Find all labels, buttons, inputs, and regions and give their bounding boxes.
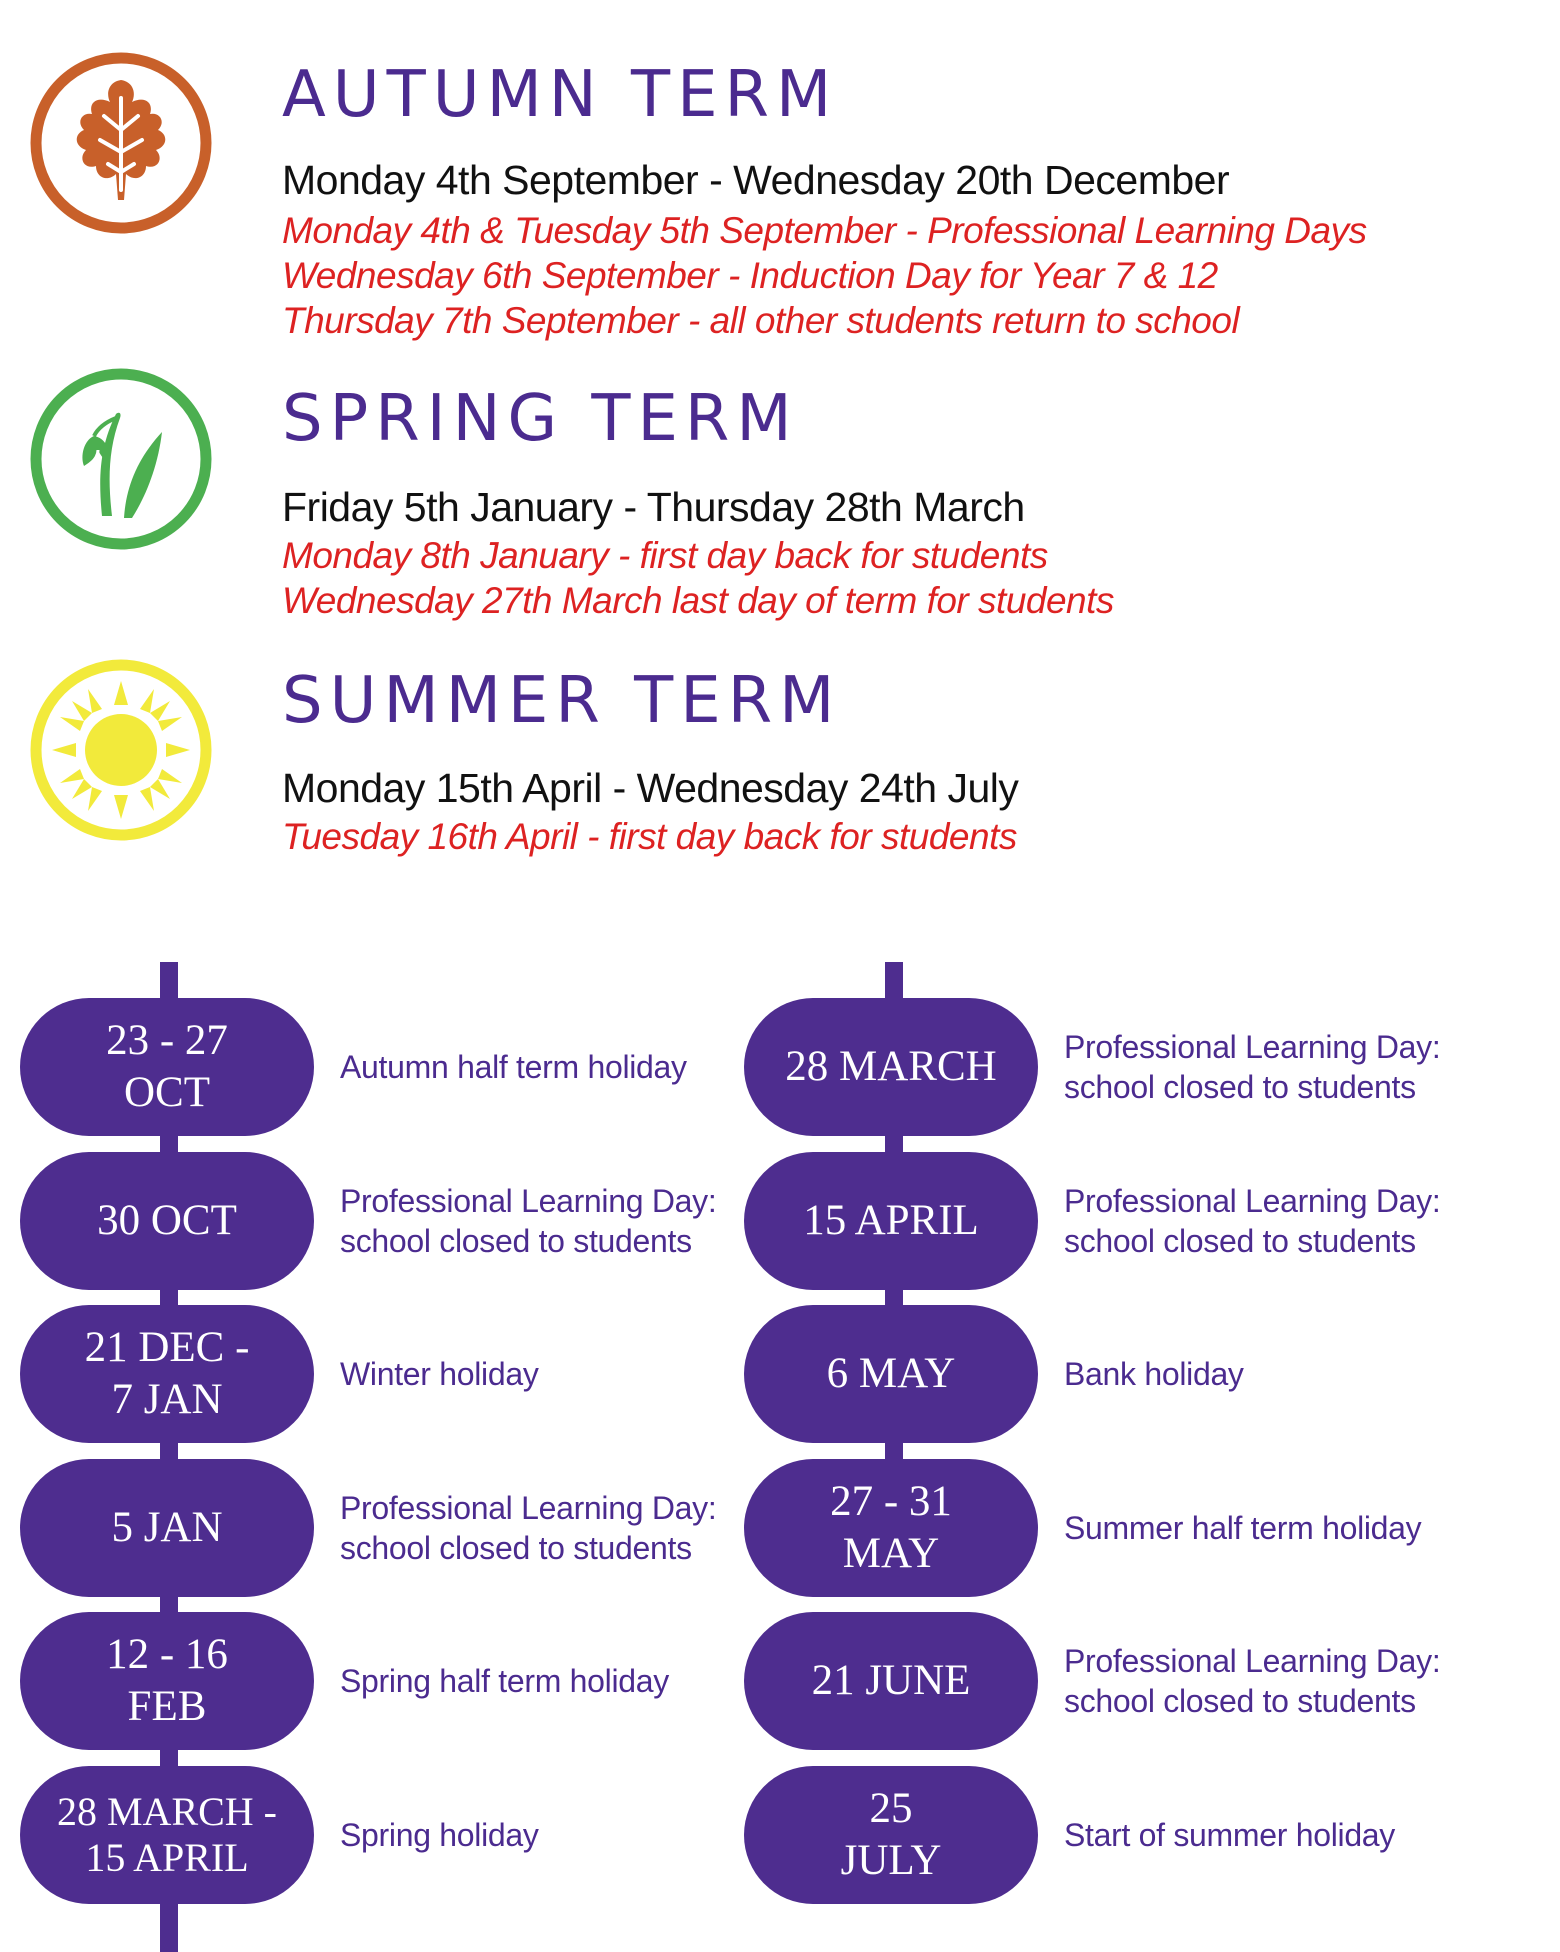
timeline-event xyxy=(0,1766,760,1920)
term-dates: Friday 5th January - Thursday 28th March xyxy=(282,484,1025,530)
event-label: Spring half term holiday xyxy=(340,1663,669,1700)
term-note: Wednesday 6th September - Induction Day for Year 7 & 12 xyxy=(282,255,1218,296)
timeline-event xyxy=(724,1152,1484,1306)
term-dates: Monday 15th April - Wednesday 24th July xyxy=(282,765,1019,811)
timeline-event xyxy=(0,998,760,1152)
timeline-event xyxy=(724,1305,1484,1459)
timeline-event xyxy=(724,1612,1484,1766)
date-pill: 30 OCT xyxy=(20,1152,314,1290)
term-notes xyxy=(282,533,1114,623)
term-note: Thursday 7th September - all other students return to school xyxy=(282,300,1240,341)
timeline-event xyxy=(724,1459,1484,1613)
event-label: Professional Learning Day: school closed to students xyxy=(340,1182,717,1259)
event-label: Professional Learning Day: school closed to students xyxy=(1064,1029,1441,1105)
timeline-left xyxy=(0,962,760,1952)
term-note: Monday 8th January - first day back for students xyxy=(282,535,1048,576)
timeline-event xyxy=(724,1766,1484,1920)
date-pill: 23 - 27 OCT xyxy=(20,998,314,1136)
event-label: Professional Learning Day: school closed to students xyxy=(340,1489,717,1566)
timeline-event xyxy=(0,1305,760,1459)
date-pill: 12 - 16 FEB xyxy=(20,1612,314,1750)
date-pill: 27 - 31 MAY xyxy=(744,1459,1038,1597)
event-label: Professional Learning Day: school closed to students xyxy=(1064,1643,1441,1720)
date-pill: 21 DEC - 7 JAN xyxy=(20,1305,314,1443)
event-label: Autumn half term holiday xyxy=(340,1049,687,1085)
term-notes xyxy=(282,208,1367,343)
term-notes xyxy=(282,814,1017,859)
timeline-event xyxy=(0,1612,760,1766)
event-label: Winter holiday xyxy=(340,1356,539,1393)
term-title: SPRING TERM xyxy=(282,382,799,456)
timeline-right xyxy=(724,962,1484,1952)
sun-icon xyxy=(28,657,214,843)
timeline-event xyxy=(0,1459,760,1613)
date-pill: 21 JUNE xyxy=(744,1612,1038,1750)
term-note: Tuesday 16th April - first day back for students xyxy=(282,816,1017,857)
event-label: Start of summer holiday xyxy=(1064,1816,1396,1853)
term-note: Monday 4th & Tuesday 5th September - Professional Learning Days xyxy=(282,210,1367,251)
date-pill: 25 JULY xyxy=(744,1766,1038,1904)
event-label: Professional Learning Day: school closed to students xyxy=(1064,1182,1441,1259)
term-title: AUTUMN TERM xyxy=(282,58,839,132)
term-note: Wednesday 27th March last day of term for students xyxy=(282,580,1114,621)
timeline-event xyxy=(724,998,1484,1152)
event-label: Spring holiday xyxy=(340,1816,539,1853)
date-pill: 5 JAN xyxy=(20,1459,314,1597)
term-dates: Monday 4th September - Wednesday 20th December xyxy=(282,157,1230,203)
event-label: Summer half term holiday xyxy=(1064,1509,1422,1546)
date-pill: 6 MAY xyxy=(744,1305,1038,1443)
oak-leaf-icon xyxy=(28,50,214,236)
event-label: Bank holiday xyxy=(1064,1356,1244,1393)
timeline-event xyxy=(0,1152,760,1306)
term-title: SUMMER TERM xyxy=(282,664,842,738)
date-pill: 28 MARCH xyxy=(744,998,1038,1136)
date-pill: 28 MARCH - 15 APRIL xyxy=(20,1766,314,1904)
date-pill: 15 APRIL xyxy=(744,1152,1038,1290)
snowdrop-icon xyxy=(28,366,214,552)
